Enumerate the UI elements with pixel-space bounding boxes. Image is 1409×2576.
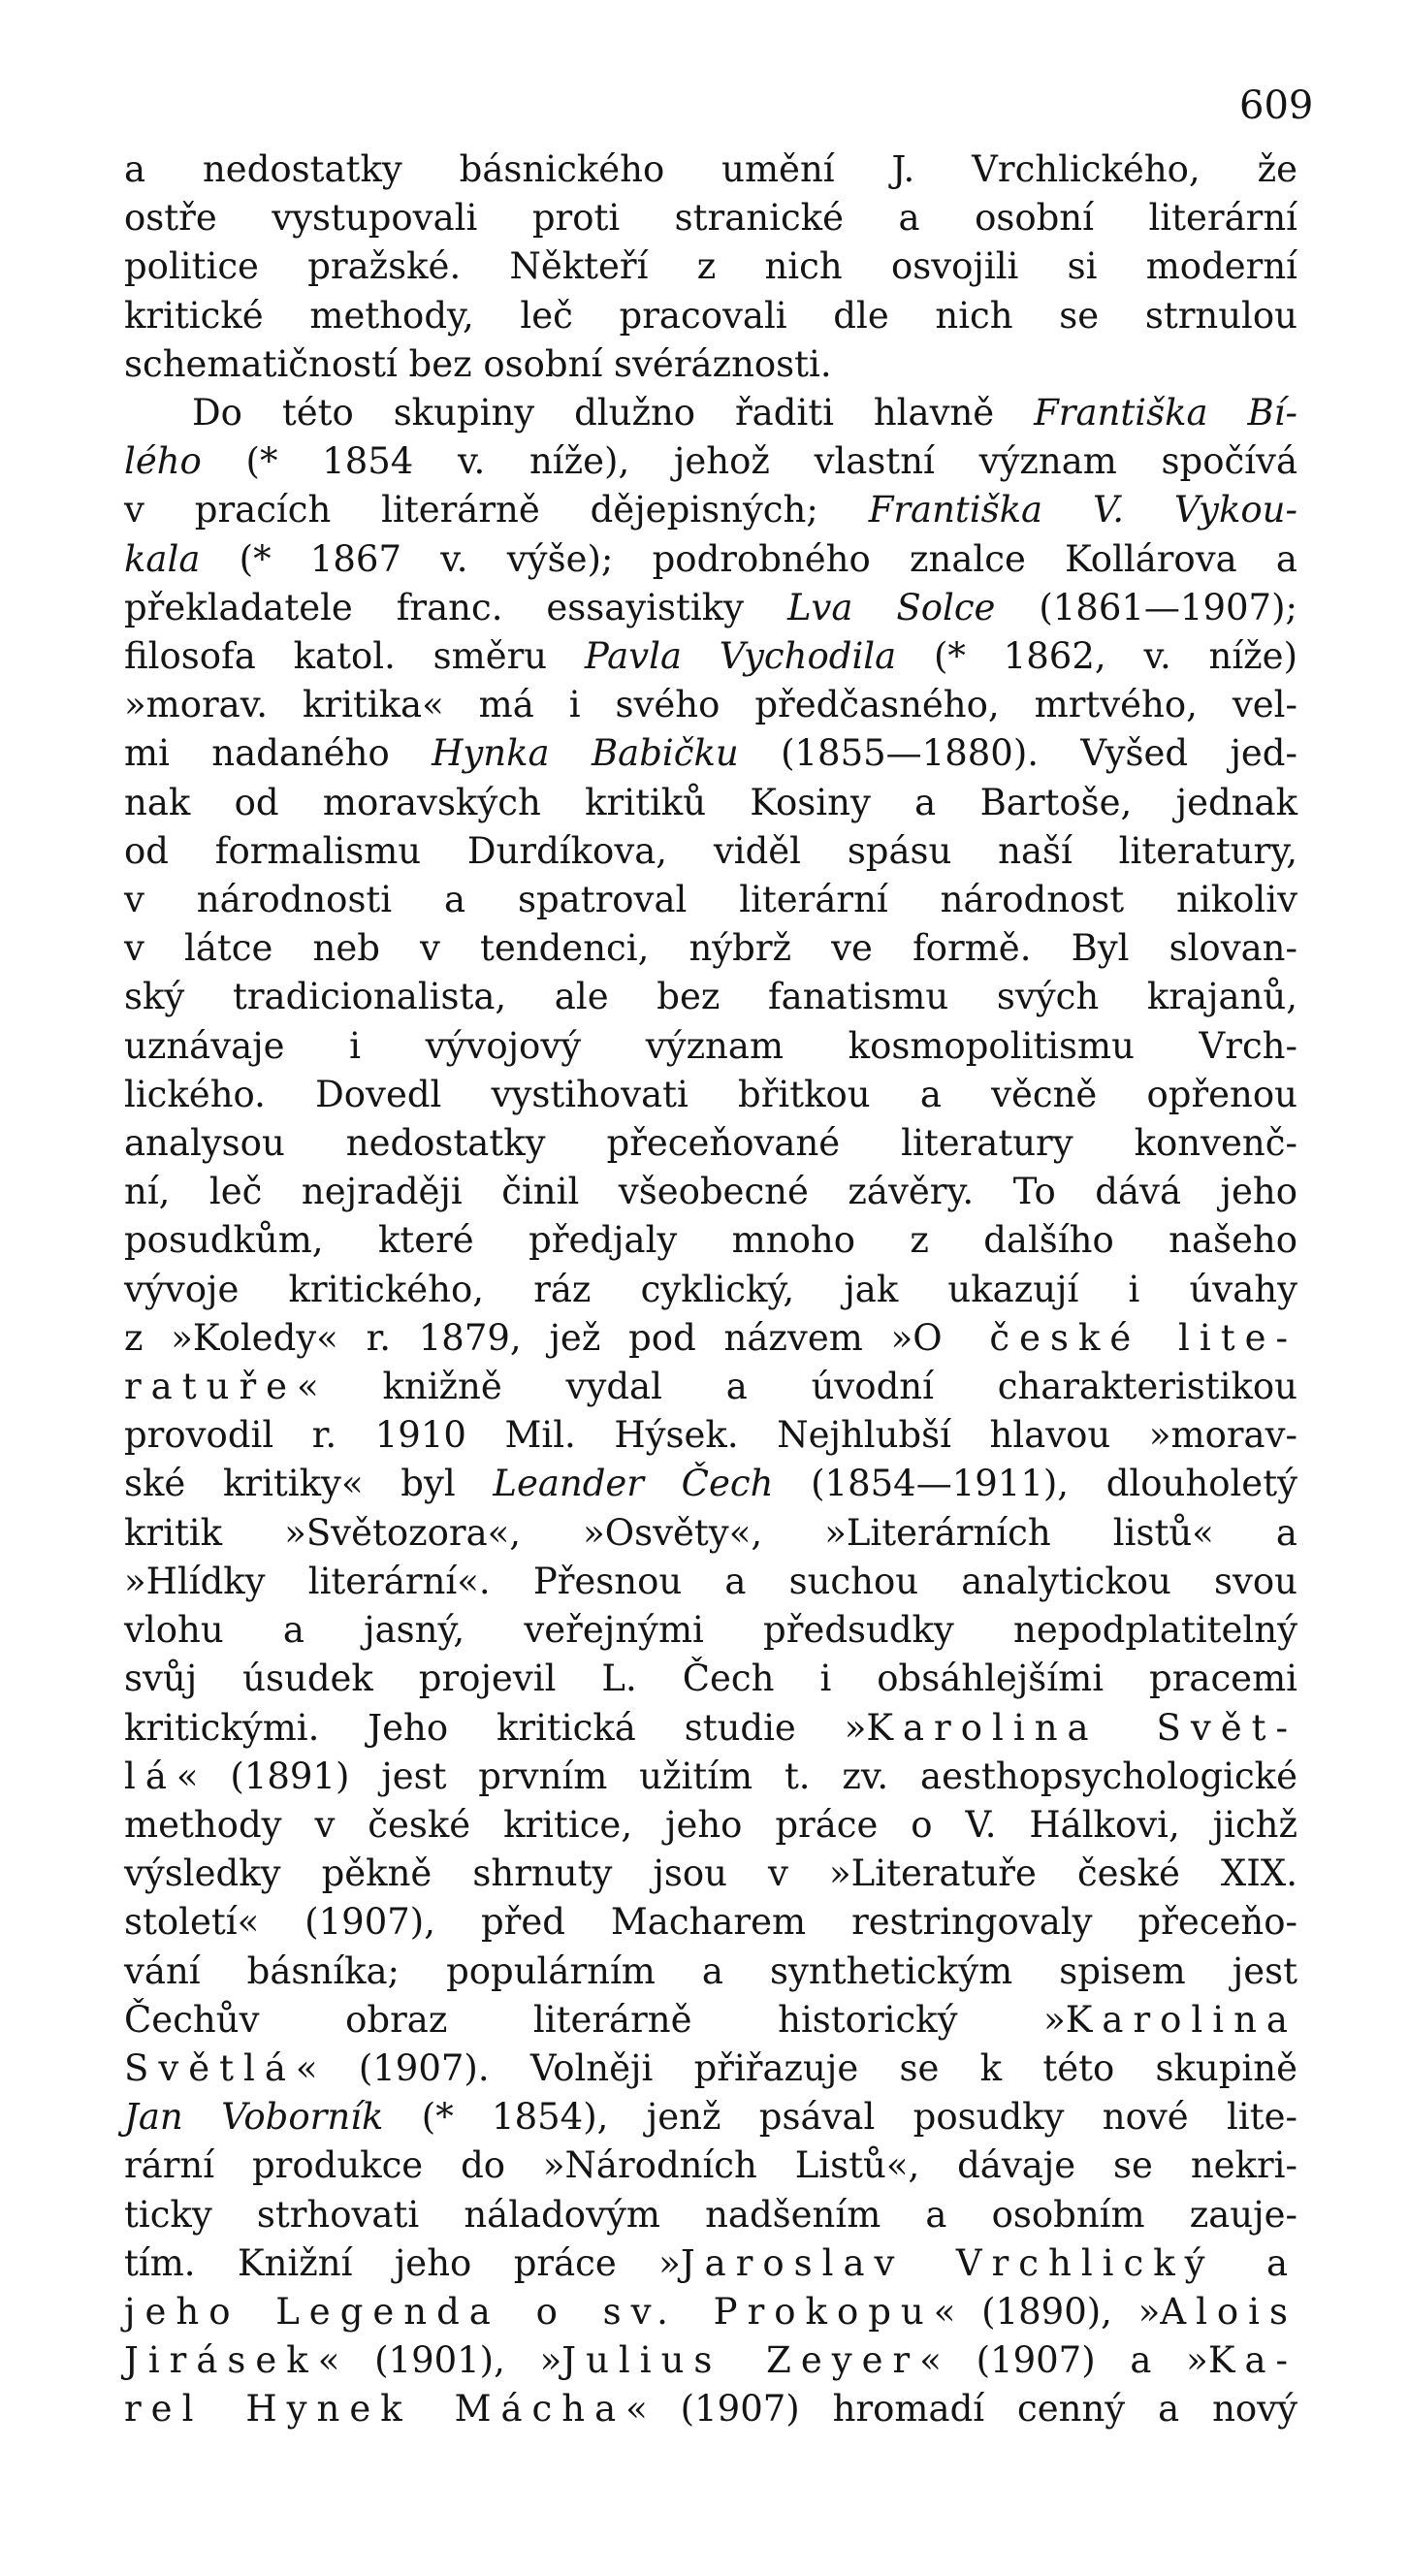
text-line xyxy=(124,2093,1297,2141)
spaced-title: O české lite- xyxy=(913,1316,1297,1359)
italic-name: lého xyxy=(124,440,202,483)
text-segment: (* 1854 v. níže), jehož vlastní význam spočívá xyxy=(201,440,1297,483)
italic-name: Jan Voborník xyxy=(124,2096,384,2139)
text-segment: v látce neb v tendenci, nýbrž ve formě. Byl slovan- xyxy=(124,927,1297,970)
spaced-title: Karolina xyxy=(1065,1998,1297,2041)
text-segment: století« (1907), před Macharem restringovaly přeceňo- xyxy=(124,1901,1297,1944)
text-segment: (1854—1911), dlouholetý xyxy=(773,1463,1297,1505)
text-line xyxy=(124,2045,1297,2093)
text-line xyxy=(124,1509,1297,1558)
text-segment: a nedostatky básnického umění J. Vrchlického, že xyxy=(124,148,1297,190)
text-line xyxy=(124,1460,1297,1508)
text-line xyxy=(124,1363,1297,1411)
text-segment: lického. Dovedl vystihovati břitkou a věcně opřenou xyxy=(124,1073,1297,1115)
text-segment: kritik »Světozora«, »Osvěty«, »Literárních listů« a xyxy=(124,1511,1297,1554)
text-line xyxy=(124,1168,1297,1216)
text-segment: ostře vystupovali proti stranické a osobní literární xyxy=(124,197,1297,240)
text-segment: filosofa katol. směru xyxy=(124,635,585,678)
text-segment: z »Koledy« r. 1879, jež pod názvem » xyxy=(124,1316,913,1359)
text-segment: provodil r. 1910 Mil. Hýsek. Nejhlubší hlavou »morav- xyxy=(124,1414,1297,1457)
text-line xyxy=(124,1216,1297,1265)
text-line xyxy=(124,1606,1297,1655)
text-line xyxy=(124,1314,1297,1363)
text-segment: posudkům, které předjaly mnoho z dalšího našeho xyxy=(124,1219,1297,1262)
text-segment: nak od moravských kritiků Kosiny a Bartoše, jednak xyxy=(124,781,1297,823)
text-segment: « (1891) jest prvním užitím t. zv. aesthopsychologické xyxy=(176,1755,1297,1797)
text-segment: Čechův obraz literárně historický » xyxy=(124,1998,1066,2041)
text-line xyxy=(124,1801,1297,1850)
italic-name: Františka Bí- xyxy=(1034,392,1297,435)
text-segment: vlohu a jasný, veřejnými předsudky nepodplatitelný xyxy=(124,1609,1297,1652)
text-segment: rární produkce do »Národních Listů«, dávaje se nekri- xyxy=(124,2144,1297,2187)
italic-name: Františka V. Vykou- xyxy=(868,489,1297,531)
spaced-title: Jirásek xyxy=(124,2339,318,2382)
text-segment: ticky strhovati náladovým nadšením a osobním zauje- xyxy=(124,2193,1297,2236)
text-segment: schematičností bez osobní svéráznosti. xyxy=(124,342,832,385)
italic-name: Leander Čech xyxy=(493,1463,774,1505)
text-segment: (1861—1907); xyxy=(995,586,1297,628)
text-segment: od formalismu Durdíkova, viděl spásu naší literatury, xyxy=(124,829,1297,872)
text-segment: « (1907) a » xyxy=(919,2339,1208,2382)
text-segment: vání básníka; populárním a synthetickým spisem jest xyxy=(124,1949,1297,1992)
text-line xyxy=(124,876,1297,924)
spaced-title: lá xyxy=(124,1755,176,1797)
text-line xyxy=(124,145,1297,194)
text-line xyxy=(124,729,1297,778)
spaced-title: Jaroslav Vrchlický a xyxy=(680,2241,1297,2284)
text-line xyxy=(124,1266,1297,1314)
text-segment: « (1901), » xyxy=(317,2339,562,2382)
text-segment: Do této skupiny dlužno řaditi hlavně xyxy=(192,392,1035,435)
text-segment: svůj úsudek projevil L. Čech i obsáhlejšími pracemi xyxy=(124,1658,1297,1700)
text-segment: « (1890), » xyxy=(933,2290,1161,2333)
text-segment: « (1907). Volněji přiřazuje se k této skupině xyxy=(295,2046,1297,2089)
spaced-title: Ka- xyxy=(1207,2339,1298,2382)
text-line xyxy=(124,1655,1297,1703)
text-segment: kritickými. Jeho kritická studie » xyxy=(124,1706,867,1749)
spaced-title: ratuře xyxy=(124,1366,298,1408)
text-segment: (* 1862, v. níže) xyxy=(896,635,1298,678)
text-line xyxy=(124,437,1297,486)
text-line xyxy=(124,1996,1297,2045)
italic-name: Hynka Babičku xyxy=(432,732,739,775)
spaced-title: Julius Zeyer xyxy=(561,2339,920,2382)
text-line xyxy=(124,292,1297,340)
text-segment: (* 1854), jenž psával posudky nové lite- xyxy=(383,2096,1297,2139)
text-line xyxy=(124,1411,1297,1460)
page-number: 609 xyxy=(1239,83,1314,128)
text-segment: analysou nedostatky přeceňované literatury konvenč- xyxy=(124,1122,1297,1165)
text-segment: výsledky pěkně shrnuty jsou v »Literatuře české XIX. xyxy=(124,1852,1297,1895)
text-segment: politice pražské. Někteří z nich osvojili si moderní xyxy=(124,245,1297,288)
text-line xyxy=(124,1119,1297,1168)
text-segment: « (1907) hromadí cenný a nový xyxy=(625,2388,1297,2431)
text-segment: ní, leč nejraději činil všeobecné závěry. To dává jeho xyxy=(124,1171,1297,1213)
text-line xyxy=(124,779,1297,827)
spaced-title: Světlá xyxy=(124,2046,296,2089)
text-line xyxy=(124,584,1297,632)
text-line xyxy=(124,486,1297,534)
text-line xyxy=(124,681,1297,729)
text-segment: vývoje kritického, ráz cyklický, jak ukazují i úvahy xyxy=(124,1268,1297,1310)
text-segment: překladatele franc. essayistiky xyxy=(124,586,787,628)
text-segment: v pracích literárně dějepisných; xyxy=(124,489,869,531)
spaced-title: Alois xyxy=(1160,2290,1297,2333)
text-line xyxy=(124,1850,1297,1898)
text-line xyxy=(124,1558,1297,1606)
text-line xyxy=(124,1071,1297,1119)
text-line xyxy=(124,242,1297,291)
text-line xyxy=(124,1898,1297,1947)
text-line xyxy=(124,535,1297,584)
text-segment: (1855—1880). Vyšed jed- xyxy=(738,732,1297,775)
text-segment: « knižně vydal a úvodní charakteristikou xyxy=(297,1366,1297,1408)
body-text xyxy=(124,145,1297,2434)
text-segment: uznávaje i vývojový význam kosmopolitismu Vrch- xyxy=(124,1024,1297,1067)
italic-name: Pavla Vychodila xyxy=(584,635,897,678)
text-line xyxy=(124,827,1297,876)
text-line xyxy=(124,340,1297,389)
text-segment: ský tradicionalista, ale bez fanatismu svých krajanů, xyxy=(124,976,1297,1018)
text-line xyxy=(124,1022,1297,1071)
text-line xyxy=(124,2288,1297,2336)
text-line xyxy=(124,1753,1297,1801)
text-line xyxy=(124,389,1297,437)
text-line xyxy=(124,194,1297,242)
spaced-title: jeho Legenda o sv. Prokopu xyxy=(124,2290,934,2333)
spaced-title: Karolina Svět- xyxy=(866,1706,1297,1749)
text-segment: ské kritiky« byl xyxy=(124,1463,494,1505)
text-line xyxy=(124,973,1297,1021)
italic-name: Lva Solce xyxy=(786,586,996,628)
text-line xyxy=(124,1704,1297,1753)
text-segment: (* 1867 v. výše); podrobného znalce Kollárova a xyxy=(200,537,1297,580)
text-segment: methody v české kritice, jeho práce o V. Hálkovi, jichž xyxy=(124,1803,1297,1846)
text-line xyxy=(124,2191,1297,2239)
text-line xyxy=(124,2385,1297,2433)
italic-name: kala xyxy=(124,537,201,580)
text-segment: kritické methody, leč pracovali dle nich se strnulou xyxy=(124,294,1297,337)
text-segment: »morav. kritika« má i svého předčasného, mrtvého, vel- xyxy=(124,684,1297,726)
text-segment: v národnosti a spatroval literární národnost nikoliv xyxy=(124,879,1297,921)
text-segment: mi nadaného xyxy=(124,732,432,775)
text-segment: »Hlídky literární«. Přesnou a suchou analytickou svou xyxy=(124,1560,1297,1602)
text-line xyxy=(124,2336,1297,2385)
text-line xyxy=(124,924,1297,973)
text-segment: tím. Knižní jeho práce » xyxy=(124,2241,681,2284)
text-line xyxy=(124,2239,1297,2288)
spaced-title: rel Hynek Mácha xyxy=(124,2388,626,2431)
text-line xyxy=(124,1948,1297,1996)
text-line xyxy=(124,632,1297,681)
text-line xyxy=(124,2141,1297,2190)
